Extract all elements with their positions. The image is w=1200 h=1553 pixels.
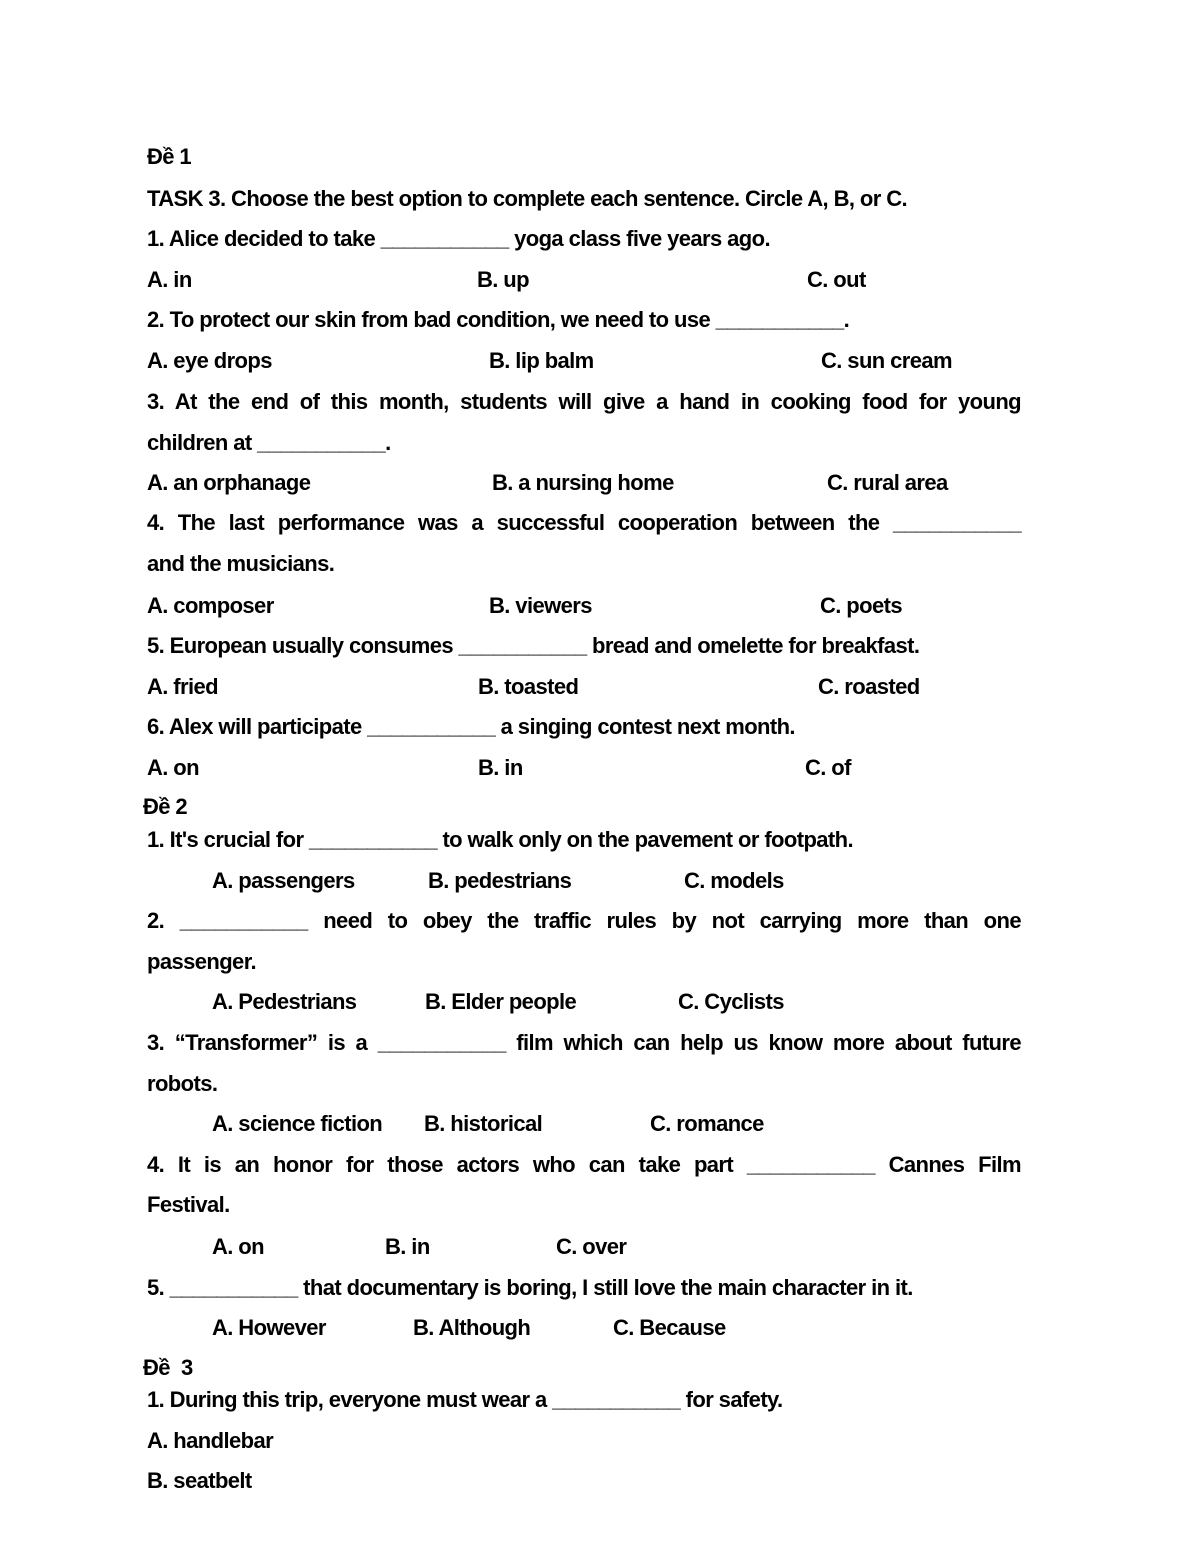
exam-3-q1-option-b[interactable]: B. seatbelt [147,1468,252,1493]
exam-2-q1-option-a[interactable]: A. passengers [212,868,355,893]
exam-3-question-1: 1. During this trip, everyone must wear a ___________ for safety. [147,1387,783,1412]
exam-2-q1-option-b[interactable]: B. pedestrians [428,868,572,893]
exam-2-q2-option-b[interactable]: B. Elder people [425,989,577,1014]
exam-1-q3-option-b[interactable]: B. a nursing home [492,470,674,495]
exam-2-q2-option-c[interactable]: C. Cyclists [678,989,784,1014]
exam-1-q5-option-a[interactable]: A. fried [147,674,218,699]
exam-2-q5-option-a[interactable]: A. However [212,1315,326,1340]
exam-2-q3-option-b[interactable]: B. historical [424,1111,543,1136]
task-instruction: TASK 3. Choose the best option to complete each sentence. Circle A, B, or C. [147,186,907,211]
exam-2-heading: Đề 2 [143,794,188,819]
exam-2-question-1: 1. It's crucial for ___________ to walk only on the pavement or footpath. [147,827,853,852]
exam-1-q2-option-b[interactable]: B. lip balm [489,348,594,373]
exam-1-question-4-line-2: and the musicians. [147,551,335,576]
exam-2-question-3-line-1: 3. “Transformer” is a ___________ film which can help us know more about future [147,1030,1021,1055]
exam-1-q6-option-b[interactable]: B. in [478,755,523,780]
exam-1-question-1: 1. Alice decided to take ___________ yoga class five years ago. [147,226,770,251]
exam-1-question-4-line-1: 4. The last performance was a successful cooperation between the ___________ [147,510,1021,535]
exam-1-q2-option-c[interactable]: C. sun cream [821,348,952,373]
exam-2-question-3-line-2: robots. [147,1071,218,1096]
exam-1-q1-option-b[interactable]: B. up [477,267,529,292]
exam-2-q1-option-c[interactable]: C. models [684,868,784,893]
exam-1-question-5: 5. European usually consumes ___________ bread and omelette for breakfast. [147,633,920,658]
exam-2-q4-option-c[interactable]: C. over [556,1234,627,1259]
exam-1-q2-option-a[interactable]: A. eye drops [147,348,272,373]
exam-1-q3-option-c[interactable]: C. rural area [827,470,948,495]
exam-1-q1-option-a[interactable]: A. in [147,267,192,292]
exam-2-question-2-line-1: 2. ___________ need to obey the traffic rules by not carrying more than one [147,908,1021,933]
exam-1-q1-option-c[interactable]: C. out [807,267,866,292]
exam-1-q6-option-c[interactable]: C. of [805,755,851,780]
exam-2-question-4-line-1: 4. It is an honor for those actors who can take part ___________ Cannes Film [147,1152,1021,1177]
exam-1-question-6: 6. Alex will participate ___________ a singing contest next month. [147,714,795,739]
exam-2-q4-option-a[interactable]: A. on [212,1234,264,1259]
exam-2-q5-option-b[interactable]: B. Although [413,1315,531,1340]
exam-2-question-5: 5. ___________ that documentary is boring, I still love the main character in it. [147,1275,913,1300]
exam-1-q4-option-a[interactable]: A. composer [147,593,274,618]
exam-1-q5-option-b[interactable]: B. toasted [478,674,579,699]
exam-1-q6-option-a[interactable]: A. on [147,755,199,780]
exam-1-q3-option-a[interactable]: A. an orphanage [147,470,311,495]
exam-2-q3-option-a[interactable]: A. science fiction [212,1111,383,1136]
exam-1-question-2: 2. To protect our skin from bad condition, we need to use ___________. [147,307,850,332]
exam-2-q2-option-a[interactable]: A. Pedestrians [212,989,357,1014]
exam-3-heading: Đề 3 [143,1355,193,1380]
exam-2-question-2-line-2: passenger. [147,949,256,974]
exam-1-question-3-line-1: 3. At the end of this month, students will give a hand in cooking food for young [147,389,1021,414]
exam-3-q1-option-a[interactable]: A. handlebar [147,1428,274,1453]
exam-1-q4-option-c[interactable]: C. poets [820,593,902,618]
exam-1-heading: Đề 1 [147,144,192,169]
exam-1-q4-option-b[interactable]: B. viewers [489,593,592,618]
exam-2-q5-option-c[interactable]: C. Because [613,1315,726,1340]
exam-2-q3-option-c[interactable]: C. romance [650,1111,764,1136]
exam-2-question-4-line-2: Festival. [147,1192,230,1217]
exam-2-q4-option-b[interactable]: B. in [385,1234,430,1259]
exam-1-q5-option-c[interactable]: C. roasted [818,674,920,699]
exam-1-question-3-line-2: children at ___________. [147,430,391,455]
